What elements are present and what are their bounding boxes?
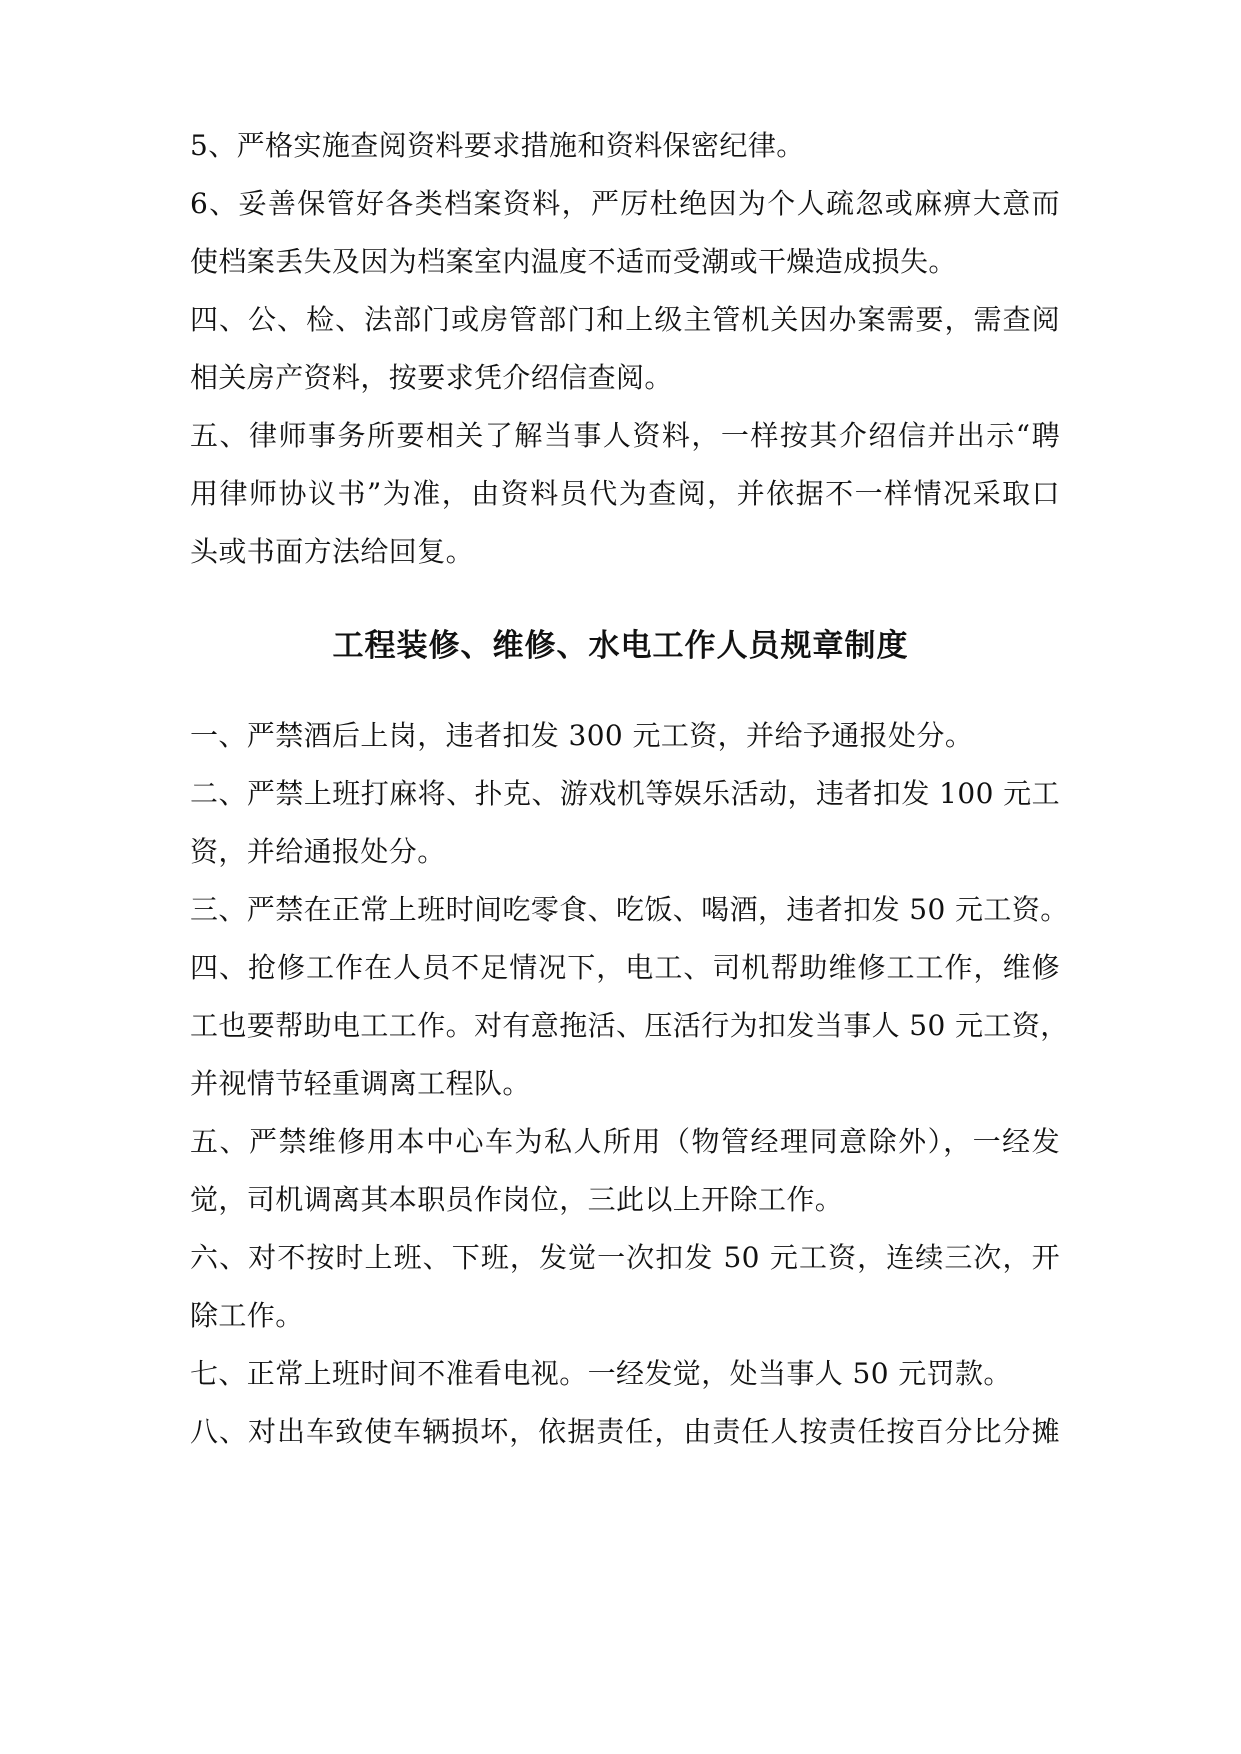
text-line: 七、正常上班时间不准看电视。一经发觉，处当事人 50 元罚款。 <box>190 1357 1012 1390</box>
text-line: 并视情节轻重调离工程队。 <box>190 1067 531 1100</box>
text-line: 觉，司机调离其本职员作岗位，三此以上开除工作。 <box>190 1183 844 1216</box>
text-line: 五、严禁维修用本中心车为私人所用（物管经理同意除外），一经发 <box>190 1125 1060 1158</box>
text-line: 相关房产资料，按要求凭介绍信查阅。 <box>190 361 673 394</box>
text-line: 资，并给通报处分。 <box>190 835 446 868</box>
text-line: 二、严禁上班打麻将、扑克、游戏机等娱乐活动，违者扣发 100 元工 <box>190 777 1060 810</box>
text-line: 四、公、检、法部门或房管部门和上级主管机关因办案需要，需查阅 <box>190 303 1060 336</box>
text-line: 八、对出车致使车辆损坏，依据责任，由责任人按责任按百分比分摊 <box>190 1415 1060 1448</box>
text-line: 用律师协议书”为准，由资料员代为查阅，并依据不一样情况采取口 <box>190 477 1060 510</box>
section-title: 工程装修、维修、水电工作人员规章制度 <box>332 628 909 664</box>
text-line: 四、抢修工作在人员不足情况下，电工、司机帮助维修工工作，维修 <box>190 951 1060 984</box>
text-line: 一、严禁酒后上岗，违者扣发 300 元工资，并给予通报处分。 <box>190 719 974 752</box>
text-line: 使档案丢失及因为档案室内温度不适而受潮或干燥造成损失。 <box>190 245 957 278</box>
text-line: 工也要帮助电工工作。对有意拖活、压活行为扣发当事人 50 元工资， <box>190 1009 1069 1042</box>
text-line: 六、对不按时上班、下班，发觉一次扣发 50 元工资，连续三次，开 <box>190 1241 1060 1274</box>
text-line: 除工作。 <box>190 1299 304 1332</box>
text-line: 三、严禁在正常上班时间吃零食、吃饭、喝酒，违者扣发 50 元工资。 <box>190 893 1069 926</box>
text-line: 6、妥善保管好各类档案资料，严厉杜绝因为个人疏忽或麻痹大意而 <box>190 187 1060 220</box>
text-line: 五、律师事务所要相关了解当事人资料，一样按其介绍信并出示“聘 <box>190 419 1060 452</box>
text-line: 5、严格实施查阅资料要求措施和资料保密纪律。 <box>190 129 805 162</box>
text-line: 头或书面方法给回复。 <box>190 535 475 568</box>
